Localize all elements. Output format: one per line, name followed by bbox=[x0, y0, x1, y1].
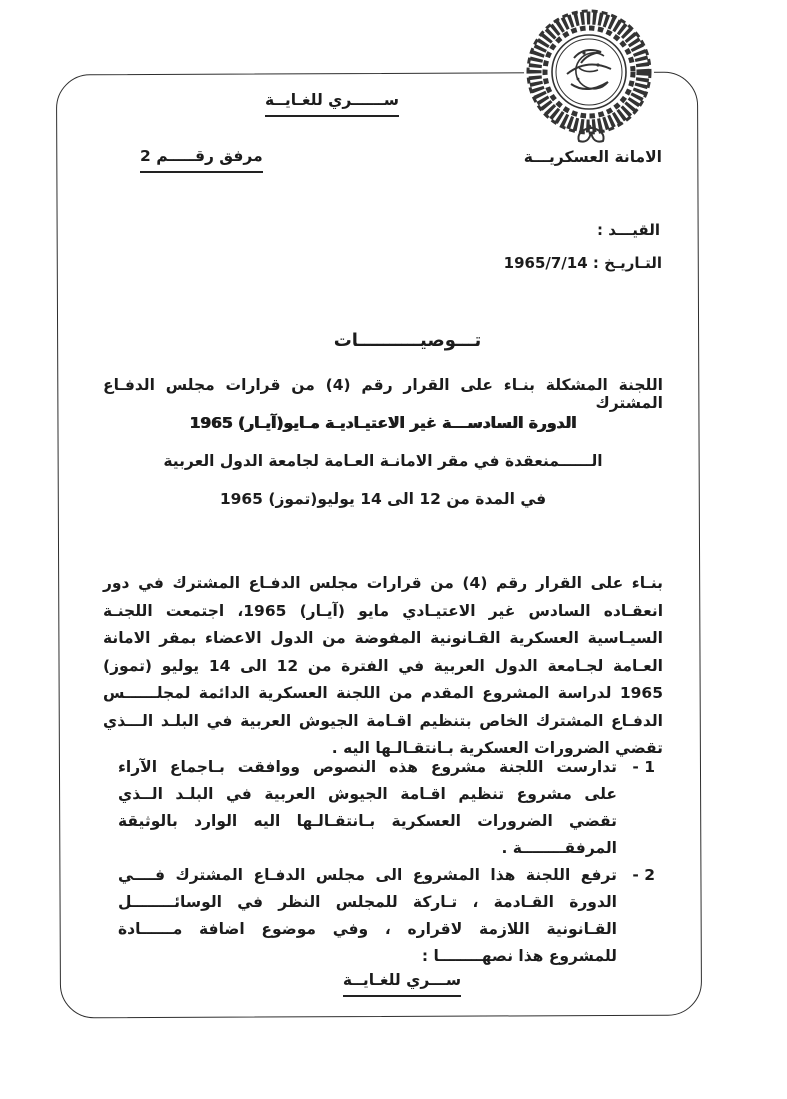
heading-line: في المدة من 12 الى 14 يوليو(تموز) 1965 bbox=[219, 490, 547, 508]
document-title: تـــوصيــــــــــات bbox=[333, 330, 482, 351]
record-label: القيـــد : bbox=[597, 221, 660, 239]
heading-block bbox=[103, 376, 663, 528]
item-line: تقضي الضرورات العسكرية بـانتقـالـها اليه الوارد بالوثيقة bbox=[118, 812, 617, 830]
item-line: تدارست اللجنة مشروع هذه النصوص ووافقت بـاجماع الآراء bbox=[118, 758, 617, 776]
heading-line: اللجنة المشكلة بنـاء على القرار رقم (4) من قرارات مجلس الدفـاع المشترك bbox=[103, 376, 664, 412]
classification-bottom-label: ســـري للغـايــة bbox=[343, 970, 461, 997]
paragraph-line: 1965 لدراسة المشروع المقدم من اللجنة العسكرية الدائمة لمجلــــــس bbox=[103, 684, 663, 702]
classification-top-label: ســــــري للغـايــة bbox=[265, 90, 399, 117]
military-secretariat-label: الامانة العسكريـــة bbox=[523, 148, 662, 166]
item-line: ترفع اللجنة هذا المشروع الى مجلس الدفـاع المشترك فــــي bbox=[118, 866, 617, 884]
attachment-number-label: مرفق رقـــــم 2 bbox=[140, 146, 263, 173]
date-value: 1965/7/14 bbox=[503, 254, 588, 272]
item-number: 1 - bbox=[632, 758, 655, 776]
item-line: للمشروع هذا نصهــــــــا : bbox=[421, 947, 617, 965]
item-number: 2 - bbox=[632, 866, 655, 884]
recommendations-list bbox=[118, 754, 655, 970]
list-item bbox=[118, 754, 655, 862]
arab-league-emblem-icon bbox=[518, 4, 660, 146]
paragraph-line: تقضي الضرورات العسكرية بـانتقـالـها اليه . bbox=[331, 739, 663, 757]
paragraph-line: العـامة لجـامعة الدول العربية في الفترة من 12 الى 14 يوليو (تموز) bbox=[103, 656, 663, 675]
heading-line: الدورة السادســـة غير الاعتيـاديـة مـايو(آيـار) 1965 bbox=[189, 414, 577, 432]
paragraph-line: بنـاء على القرار رقم (4) من قرارات مجلس الدفـاع المشترك في دور bbox=[103, 574, 663, 592]
item-line: على مشروع تنظيم اقـامة الجيوش العربية في البلـد الــذي bbox=[118, 785, 617, 803]
paragraph-line: الدفـاع المشترك الخاص بتنظيم اقـامة الجيوش العربية في البلـد الـــذي bbox=[103, 711, 663, 730]
list-item bbox=[118, 862, 655, 970]
main-paragraph bbox=[103, 570, 663, 763]
paragraph-line: السيـاسية العسكرية القـانونية المفوضة من الدول الاعضاء بمقر الامانة bbox=[103, 629, 663, 647]
item-line: المرفقــــــــة . bbox=[501, 839, 617, 857]
date-label: التـاريـخ : bbox=[592, 254, 662, 272]
paragraph-line: انعقـاده السادس غير الاعتيـادي مايو (آيـار) 1965، اجتمعت اللجنـة bbox=[103, 601, 664, 620]
item-line: الدورة القـادمة ، تـاركة للمجلس النظر في الوسائــــــــل bbox=[118, 893, 617, 911]
date-line bbox=[504, 254, 662, 273]
item-line: القـانونية اللازمة لاقراره ، وفي موضوع اضافة مــــــادة bbox=[118, 920, 617, 938]
heading-line: الــــــمنعقدة في مقر الامانـة العـامة لجامعة الدول العربية bbox=[163, 452, 603, 470]
